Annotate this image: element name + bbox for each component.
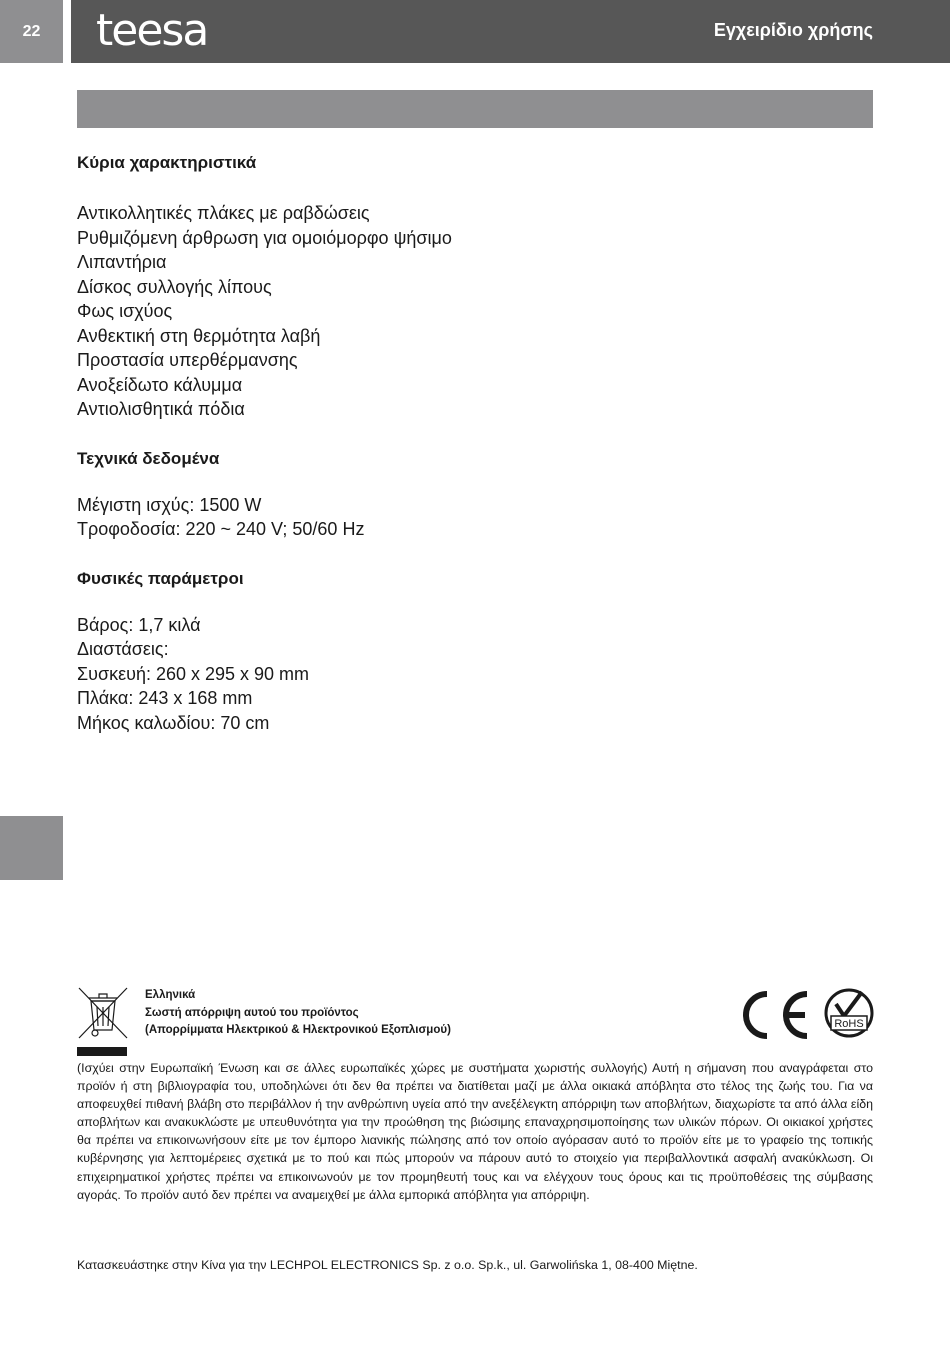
disposal-language: Ελληνικά	[145, 989, 196, 1001]
list-item: Προστασία υπερθέρμανσης	[77, 350, 298, 370]
list-item: Δίσκος συλλογής λίπους	[77, 276, 272, 297]
list-item: Συσκευή: 260 x 295 x 90 mm	[77, 663, 310, 684]
disposal-labels	[145, 987, 451, 1040]
disposal-text: (Ισχύει στην Ευρωπαϊκή Ένωση και σε άλλες ευρωπαϊκές χώρες με συστήματα χωριστής συλλογής) Αυτή η σήμανση που αναγράφεται στο προϊόν ή στη βιβλιογραφία του, υποδηλώνει ότι δεν θα πρέπει να διατίθεται μαζί με άλλα οικιακά απόβλητα στο τέλος της ζωής του. Για να αποφευχθεί πιθανή βλάβη στο περιβάλλον ή την ανθρώπινη υγεία από την ανεξέλεγκτη απόρριψη των αποβλήτων, διαχωρίστε τα από άλλα είδη αποβλήτων και ανακυκλώστε με υπευθυνότητα για την προώθηση της βιώσιμης επαναχρησιμοποίησης των υλικών πόρων. Οι οικιακοί χρήστες θα πρέπει να επικοινωνήσουν είτε με τον έμπορο λιανικής πώλησης από τον οποίο αγόρασαν αυτό το προϊόν είτε με το γραφείο της τοπικής κυβέρνησης για λεπτομέρειες σχετικά με το πού και πώς μπορούν να πάρουν αυτό το στοιχείο για περιβαλλοντικά ασφαλή ανακύκλωση. Οι επιχειρηματικοί χρήστες πρέπει να επικοινωνούν με τον προμηθευτή τους και να ελέγχουν τους όρους και τις προϋποθέσεις της σύμβασης αγοράς. Το προϊόν αυτό δεν πρέπει να αναμειχθεί με άλλα εμπορικά απόβλητα για απόρριψη.	[77, 1061, 873, 1202]
list-item: Μέγιστη ισχύς: 1500 W	[77, 494, 262, 515]
list-item: Αντιολισθητικά πόδια	[77, 399, 245, 419]
physical-list	[77, 613, 873, 736]
disposal-subtitle: (Απορρίμματα Ηλεκτρικού & Ηλεκτρονικού Εξοπλισμού)	[145, 1024, 451, 1036]
manufacturer-note: Κατασκευάστηκε στην Κίνα για την LECHPOL ELECTRONICS Sp. z o.o. Sp.k., ul. Garwolińska 1, 08-400 Miętne.	[77, 1258, 698, 1272]
list-item: Αντικολλητικές πλάκες με ραβδώσεις	[77, 203, 370, 223]
language-side-tab	[0, 816, 63, 880]
list-item: Τροφοδοσία: 220 ~ 240 V; 50/60 Hz	[77, 519, 365, 539]
list-item: Βάρος: 1,7 κιλά	[77, 614, 201, 635]
brand-logo: teesa	[96, 5, 208, 56]
technical-list	[77, 493, 873, 542]
physical-heading: Φυσικές παράμετροι	[77, 568, 244, 588]
list-item: Ρυθμιζόμενη άρθρωση για ομοιόμορφο ψήσιμο	[77, 227, 452, 248]
rohs-mark-icon	[826, 990, 872, 1036]
features-section	[77, 150, 873, 422]
page-number: 22	[0, 0, 63, 63]
header-bar	[71, 0, 950, 63]
section-title-band	[77, 90, 873, 128]
ce-mark-icon	[746, 994, 807, 1036]
physical-section	[77, 566, 873, 736]
list-item: Λιπαντήρια	[77, 252, 167, 272]
list-item: Διαστάσεις:	[77, 639, 169, 659]
features-heading: Κύρια χαρακτηριστικά	[77, 153, 257, 172]
rohs-mark-label: RoHS	[834, 1018, 864, 1030]
manual-title: Εγχειρίδιο χρήσης	[713, 20, 873, 40]
technical-section	[77, 446, 873, 542]
technical-heading: Τεχνικά δεδομένα	[77, 448, 220, 468]
certification-marks	[738, 988, 876, 1042]
disposal-title: Σωστή απόρριψη αυτού του προϊόντος	[145, 1006, 359, 1019]
list-item: Φως ισχύος	[77, 301, 173, 321]
features-list	[77, 201, 873, 422]
list-item: Μήκος καλωδίου: 70 cm	[77, 712, 270, 733]
main-content	[77, 150, 873, 735]
list-item: Ανθεκτική στη θερμότητα λαβή	[77, 325, 321, 346]
list-item: Πλάκα: 243 x 168 mm	[77, 688, 253, 708]
list-item: Ανοξείδωτο κάλυμμα	[77, 374, 243, 395]
weee-bin-icon	[77, 986, 129, 1056]
